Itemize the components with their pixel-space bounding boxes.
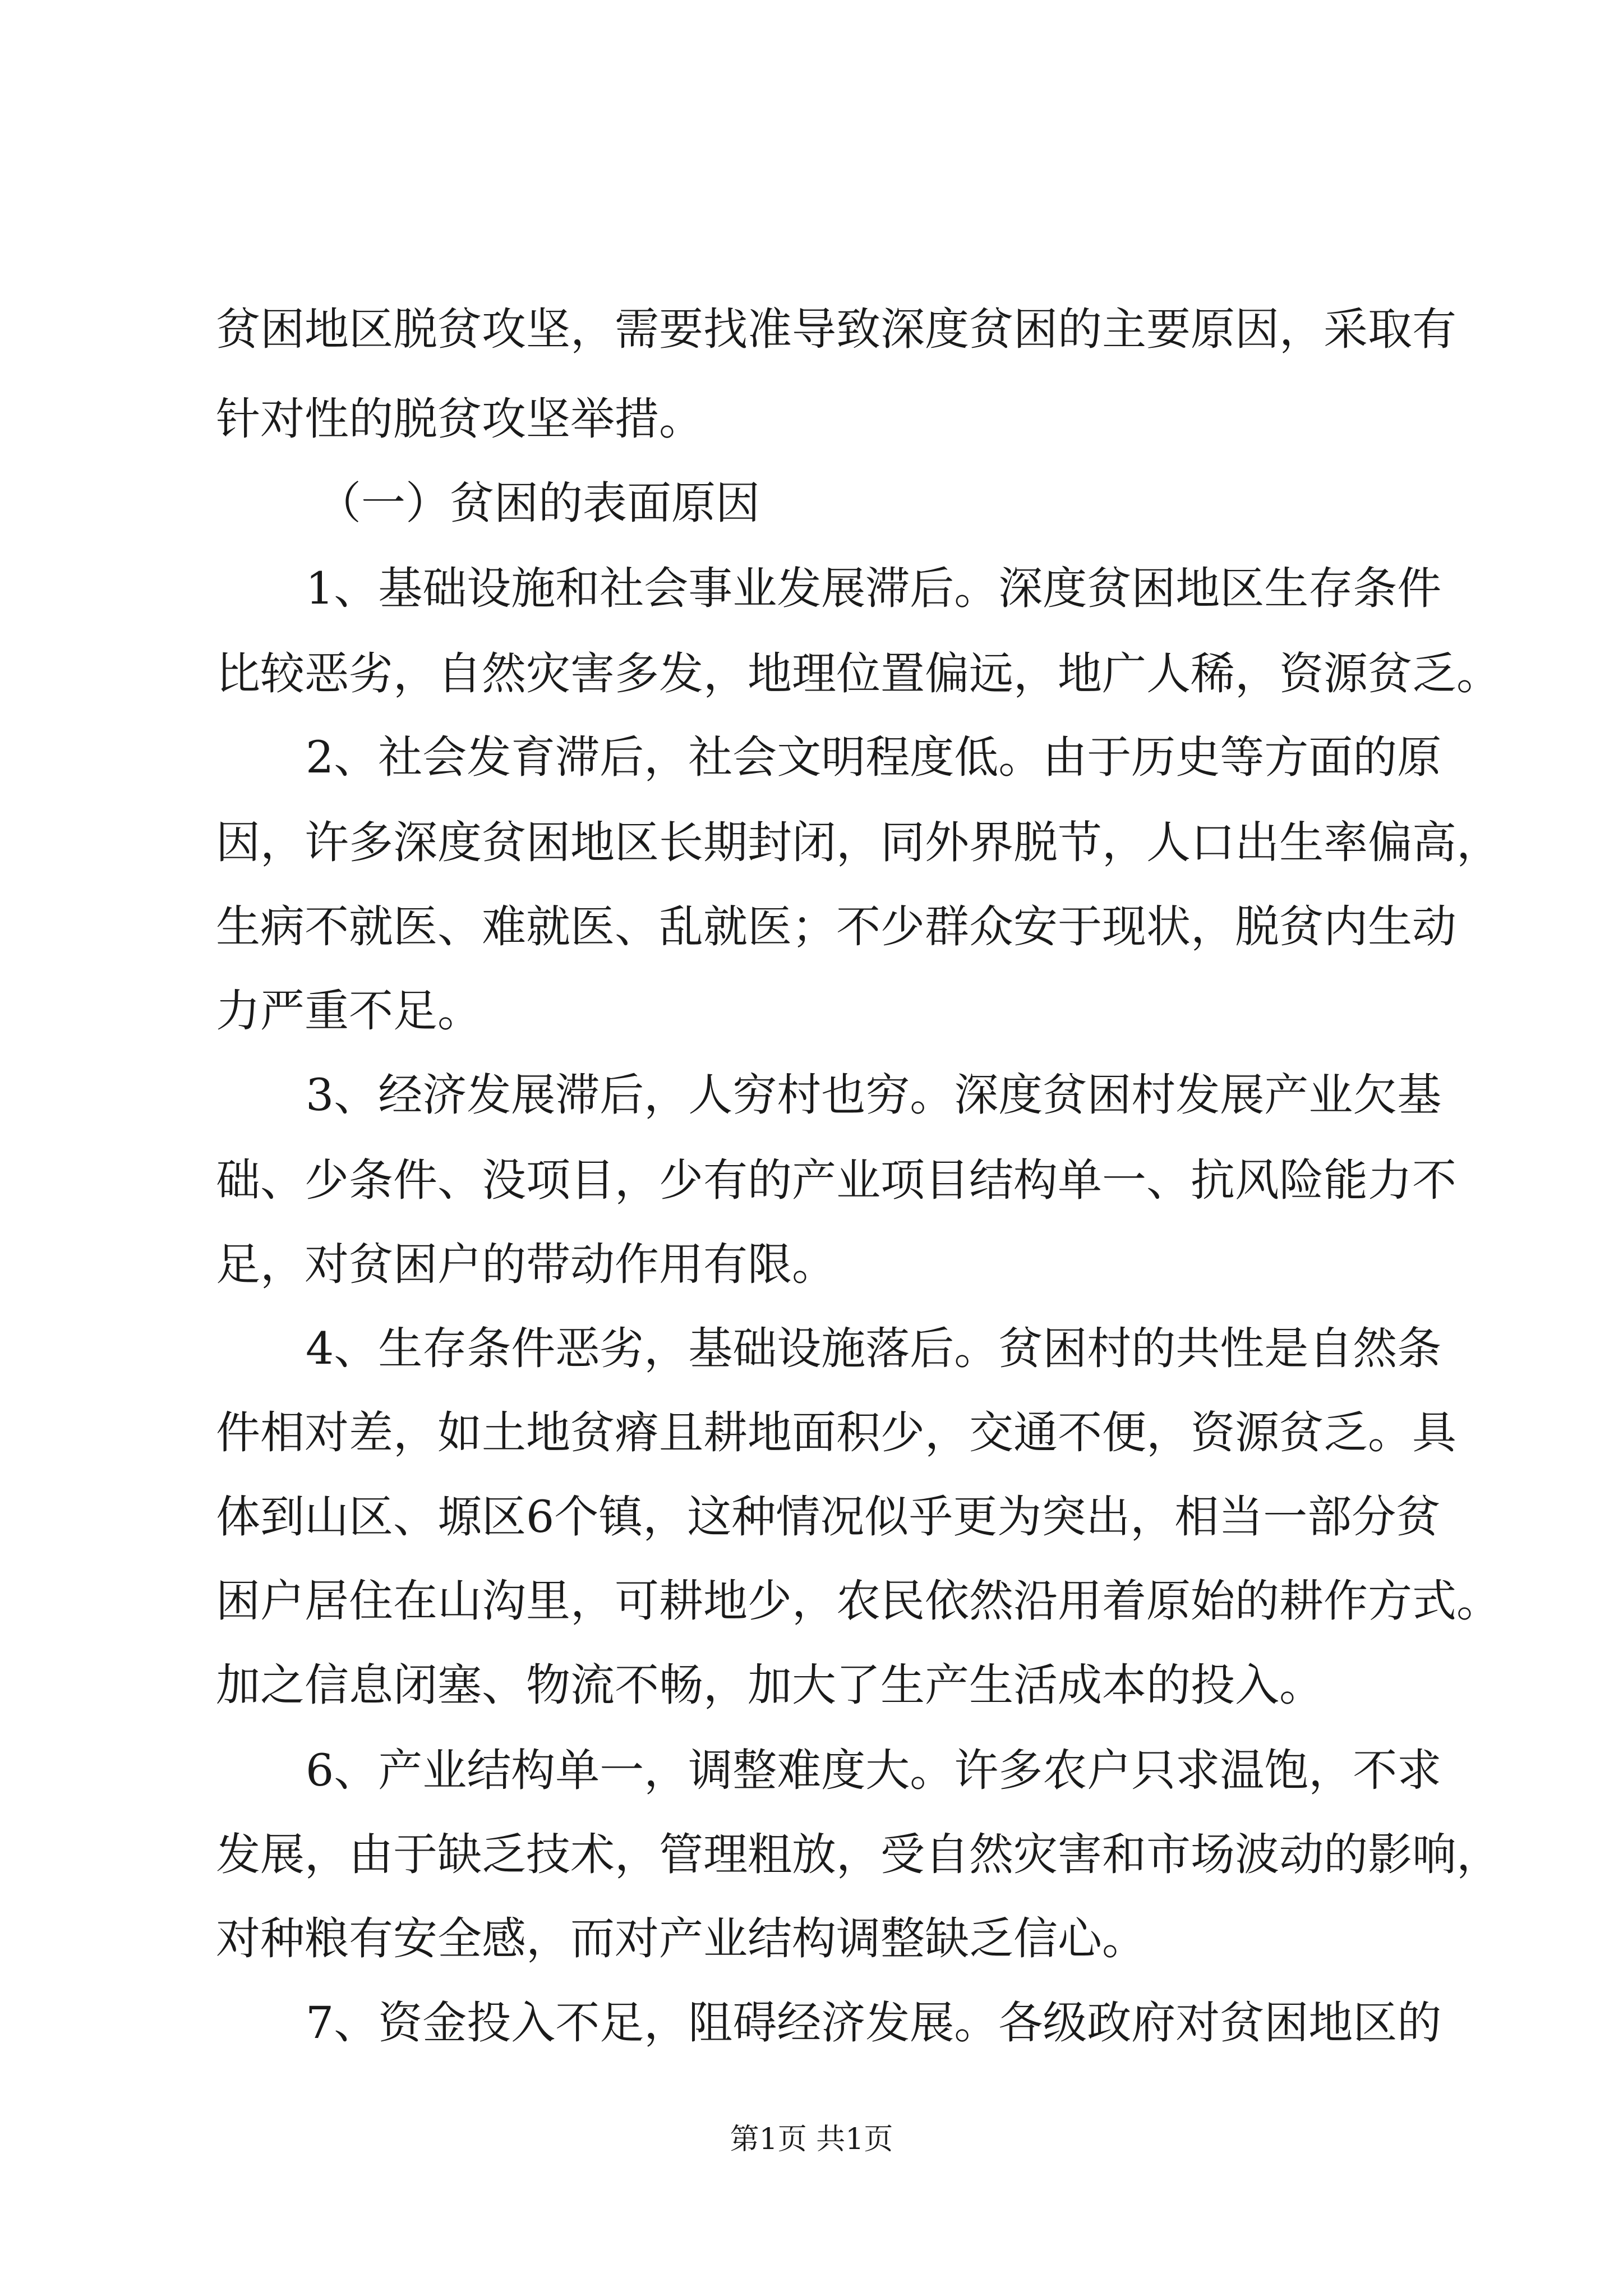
body-text-line: 因，许多深度贫困地区长期封闭，同外界脱节，人口出生率偏高， [216,817,1501,868]
body-text-line: 比较恶劣，自然灾害多发，地理位置偏远，地广人稀，资源贫乏。 [216,648,1501,700]
body-text-line: 础、少条件、没项目，少有的产业项目结构单一、抗风险能力不 [216,1154,1456,1206]
body-text-line: 加之信息闭塞、物流不畅，加大了生产生活成本的投入。 [216,1659,1324,1711]
paragraph-first-line: 7、资金投入不足，阻碍经济发展。各级政府对贫困地区的 [306,1997,1442,2049]
body-text-line: 贫困地区脱贫攻坚，需要找准导致深度贫困的主要原因，采取有 [216,303,1456,355]
body-text-line: 针对性的脱贫攻坚举措。 [216,393,703,445]
paragraph-first-line: 3、经济发展滞后，人穷村也穷。深度贫困村发展产业欠基 [306,1069,1442,1121]
body-text-line: 发展，由于缺乏技术，管理粗放，受自然灾害和市场波动的影响， [216,1829,1501,1880]
page-footer: 第1页 共1页 [730,2123,893,2156]
paragraph-first-line: 4、生存条件恶劣，基础设施落后。贫困村的共性是自然条 [306,1323,1442,1374]
paragraph-first-line: 6、产业结构单一，调整难度大。许多农户只求温饱，不求 [306,1745,1442,1796]
paragraph-first-line: 1、基础设施和社会事业发展滞后。深度贫困地区生存条件 [306,563,1442,614]
body-text-line: 件相对差，如土地贫瘠且耕地面积少，交通不便，资源贫乏。具 [216,1407,1456,1458]
body-text-line: 生病不就医、难就医、乱就医；不少群众安于现状，脱贫内生动 [216,901,1456,953]
body-text-line: 对种粮有安全感，而对产业结构调整缺乏信心。 [216,1913,1146,1964]
body-text-line: 体到山区、塬区6个镇，这种情况似乎更为突出，相当一部分贫 [216,1491,1441,1543]
body-text-line: 困户居住在山沟里，可耕地少，农民依然沿用着原始的耕作方式。 [216,1575,1501,1627]
paragraph-first-line: 2、社会发育滞后，社会文明程度低。由于历史等方面的原 [306,731,1442,783]
body-text-line: 力严重不足。 [216,985,482,1037]
section-heading: （一）贫困的表面原因 [317,477,760,529]
body-text-line: 足，对贫困户的带动作用有限。 [216,1239,836,1290]
